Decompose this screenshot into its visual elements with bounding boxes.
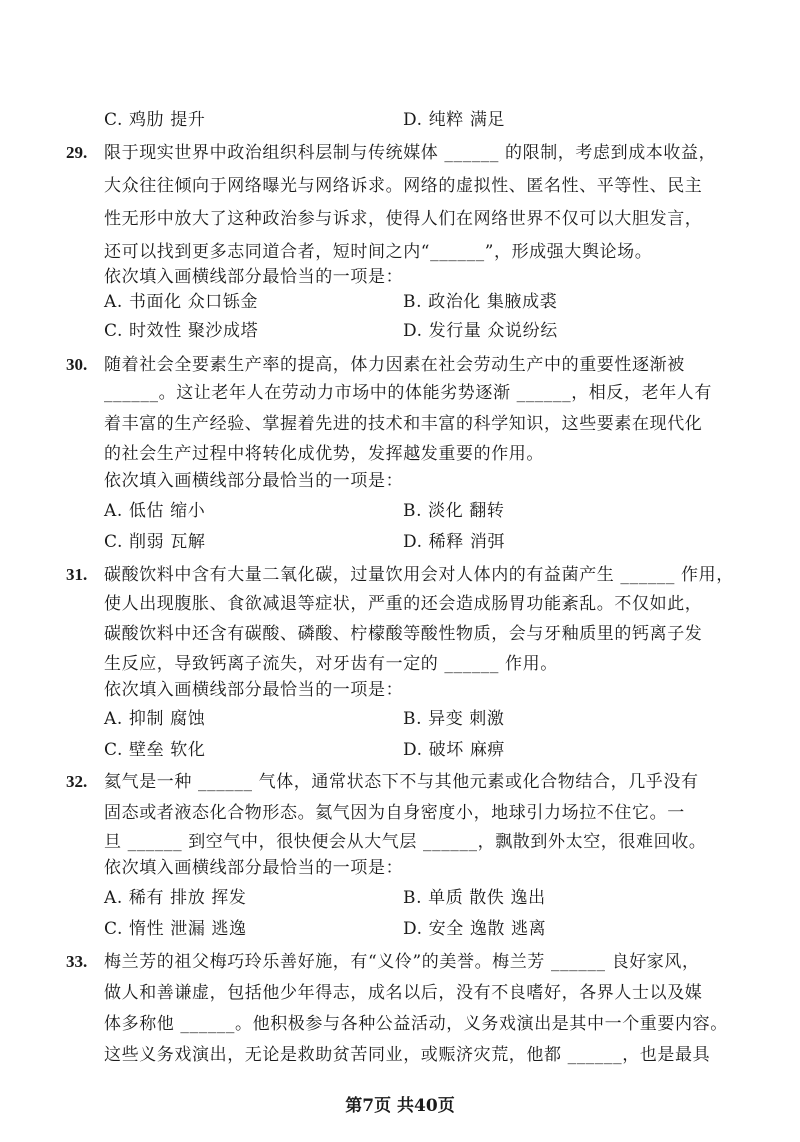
q33-line-4: 这些义务戏演出，无论是救助贫苦同业，或赈济灾荒，他都 ______，也是最具 — [104, 1045, 711, 1065]
q33-number: 33. — [66, 952, 88, 971]
q30-option-b[interactable]: B. 淡化 翻转 — [403, 501, 505, 521]
q29-number: 29. — [66, 143, 88, 162]
q30-line-1: 随着社会全要素生产率的提高，体力因素在社会劳动生产中的重要性逐渐被 — [104, 355, 685, 375]
q33-line-3: 体多称他 ______。他积极参与各种公益活动，义务戏演出是其中一个重要内容。 — [104, 1014, 728, 1034]
q29-line-1: 限于现实世界中政治组织科层制与传统媒体 ______ 的限制，考虑到成本收益， — [104, 143, 717, 163]
q31-option-d[interactable]: D. 破坏 麻痹 — [403, 740, 506, 760]
q29-option-b[interactable]: B. 政治化 集腋成裘 — [403, 292, 558, 312]
q29-option-d[interactable]: D. 发行量 众说纷纭 — [403, 321, 558, 341]
q30-number: 30. — [66, 355, 88, 374]
q32-option-a[interactable]: A. 稀有 排放 挥发 — [104, 888, 247, 908]
q31-line-2: 使人出现腹胀、食欲减退等症状，严重的还会造成肠胃功能紊乱。不仅如此， — [104, 594, 703, 614]
q30-line-3: 着丰富的生产经验、掌握着先进的技术和丰富的科学知识，这些要素在现代化 — [104, 414, 703, 434]
q30-instruction: 依次填入画横线部分最恰当的一项是： — [104, 471, 404, 491]
q32-line-1: 氦气是一种 ______ 气体，通常状态下不与其他元素或化合物结合，几乎没有 — [104, 772, 699, 792]
q33-line-2: 做人和善谦虚，包括他少年得志，成名以后，没有不良嗜好，各界人士以及媒 — [104, 983, 703, 1003]
q31-line-1: 碳酸饮料中含有大量二氧化碳，过量饮用会对人体内的有益菌产生 ______ 作用， — [104, 565, 734, 585]
q32-instruction: 依次填入画横线部分最恰当的一项是： — [104, 858, 404, 878]
q31-option-b[interactable]: B. 异变 刺激 — [403, 709, 505, 729]
q31-instruction: 依次填入画横线部分最恰当的一项是： — [104, 680, 404, 700]
q29-option-a[interactable]: A. 书面化 众口铄金 — [104, 292, 259, 312]
page-footer: 第7页 共40页 — [345, 1096, 455, 1116]
q29-option-c[interactable]: C. 时效性 聚沙成塔 — [104, 321, 259, 341]
q31-line-4: 生反应，导致钙离子流失，对牙齿有一定的 ______ 作用。 — [104, 654, 558, 674]
q31-option-a[interactable]: A. 抑制 腐蚀 — [104, 709, 206, 729]
q32-line-3: 旦 ______ 到空气中，很快便会从大气层 ______，飘散到外太空，很难回收。 — [104, 832, 707, 852]
q30-line-2: ______。这让老年人在劳动力市场中的体能劣势逐渐 ______，相反，老年人有 — [104, 383, 713, 403]
q32-option-d[interactable]: D. 安全 逸散 逃离 — [403, 919, 547, 939]
q32-option-b[interactable]: B. 单质 散佚 逸出 — [403, 888, 546, 908]
q29-line-2: 大众往往倾向于网络曝光与网络诉求。网络的虚拟性、匿名性、平等性、民主 — [104, 176, 703, 196]
q29-instruction: 依次填入画横线部分最恰当的一项是： — [104, 267, 404, 287]
q30-option-a[interactable]: A. 低估 缩小 — [104, 501, 206, 521]
q31-line-3: 碳酸饮料中还含有碳酸、磷酸、柠檬酸等酸性物质，会与牙釉质里的钙离子发 — [104, 624, 703, 644]
q31-option-c[interactable]: C. 壁垒 软化 — [104, 740, 206, 760]
q32-line-2: 固态或者液态化合物形态。氦气因为自身密度小，地球引力场拉不住它。一 — [104, 803, 685, 823]
q28-option-d[interactable]: D. 纯粹 满足 — [403, 110, 506, 130]
q29-line-4: 还可以找到更多志同道合者，短时间之内“______”，形成强大舆论场。 — [104, 242, 653, 262]
q31-number: 31. — [66, 565, 88, 584]
q30-option-c[interactable]: C. 削弱 瓦解 — [104, 532, 206, 552]
q28-option-c[interactable]: C. 鸡肋 提升 — [104, 110, 206, 130]
q33-line-1: 梅兰芳的祖父梅巧玲乐善好施，有“义伶”的美誉。梅兰芳 ______ 良好家风， — [104, 952, 700, 972]
q30-line-4: 的社会生产过程中将转化成优势，发挥越发重要的作用。 — [104, 444, 544, 464]
q32-option-c[interactable]: C. 惰性 泄漏 逃逸 — [104, 919, 247, 939]
q29-line-3: 性无形中放大了这种政治参与诉求，使得人们在网络世界不仅可以大胆发言， — [104, 209, 703, 229]
q32-number: 32. — [66, 772, 88, 791]
q30-option-d[interactable]: D. 稀释 消弭 — [403, 532, 506, 552]
